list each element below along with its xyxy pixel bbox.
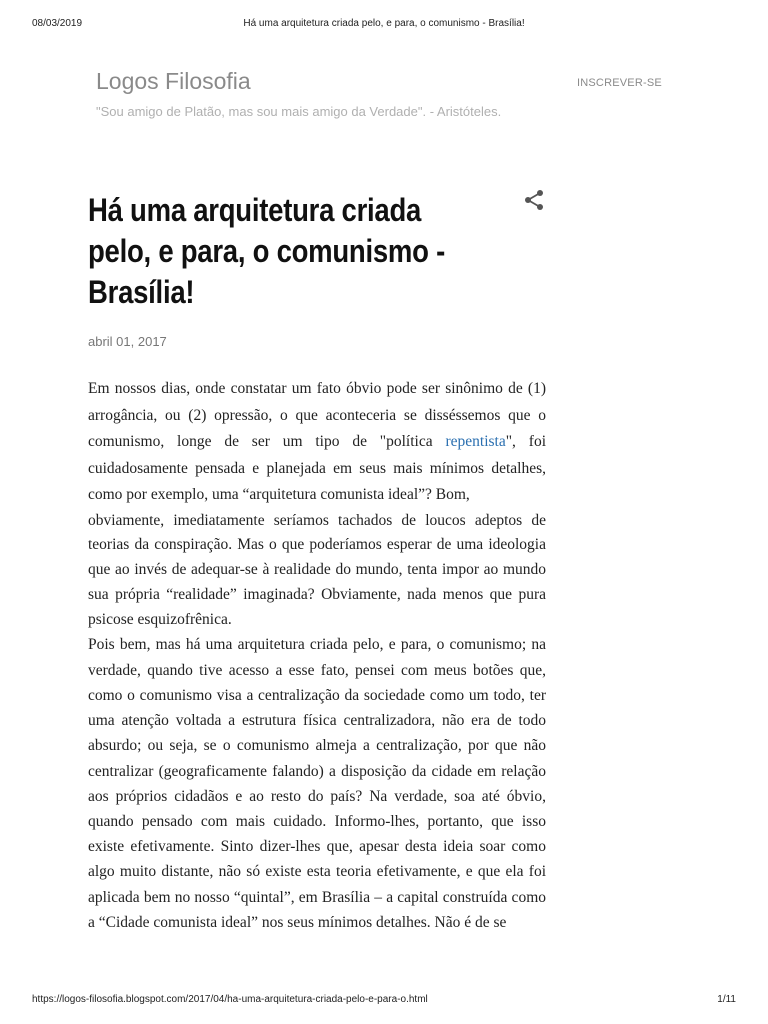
blog-tagline: "Sou amigo de Platão, mas sou mais amigo da Verdade". - Aristóteles. — [96, 104, 502, 119]
print-date: 08/03/2019 — [32, 18, 83, 29]
share-icon — [522, 188, 546, 212]
print-url: https://logos-filosofia.blogspot.com/2017/04/ha-uma-arquitetura-criada-pelo-e-para-o.html — [32, 994, 428, 1005]
subscribe-button[interactable]: INSCREVER-SE — [577, 77, 662, 89]
print-page-number: 1/11 — [717, 994, 736, 1005]
blog-title[interactable]: Logos Filosofia — [96, 68, 251, 94]
share-button[interactable] — [522, 188, 546, 212]
paragraph-1-text-a: Em nossos dias, onde constatar um fato óbvio pode ser sinônimo de (1) arrogância, ou (2) opressão, o que aconteceria se disséssemos que o comunismo, longe de ser um tipo de "política — [88, 380, 546, 450]
paragraph-2: obviamente, imediatamente seríamos tachados de loucos adeptos de teorias da conspiração. Mas o que poderíamos esperar de uma ideologia que ao invés de adequar-se à realidade do mundo, tenta impor ao mundo sua própria “realidade” imaginada? Obviamente, nada menos que pura psicose esquizofrênica. — [88, 511, 546, 628]
print-header — [0, 18, 768, 32]
paragraph-3: Pois bem, mas há uma arquitetura criada pelo, e para, o comunismo; na verdade, quando tive acesso a esse fato, pensei com meus botões que, como o comunismo visa a centralização da sociedade como um todo, ter uma atenção voltada a estrutura física centralizadora, não era de todo absurdo; ou seja, se o comunismo almeja a centralização, por que não centralizar (geograficamente falando) a disposição da cidade em relação aos próprios cidadãos e ao resto do país? Na verdade, soa até óbvio, quando pensado com mais cuidado. Informo-lhes, portanto, que isso existe efetivamente. Sinto dizer-lhes que, apesar desta ideia soar como algo muito distante, não só existe esta teoria efetivamente, e que ela foi aplicada bem no nosso “quintal”, em Brasília – a capital construída como a “Cidade comunista ideal” nos seus mínimos detalhes. Não é de se — [88, 636, 546, 931]
post-body — [88, 376, 546, 935]
post-date[interactable]: abril 01, 2017 — [88, 334, 167, 349]
repentista-link[interactable]: repentista — [445, 433, 506, 450]
post-title: Há uma arquitetura criada pelo, e para, o comunismo - Brasília! — [88, 192, 445, 310]
paragraph-1-text-b: ", foi cuidadosamente pensada e planejada em seus mais mínimos detalhes, como por exemplo, uma “arquitetura comunista ideal”? Bom, — [88, 433, 546, 503]
print-page-title: Há uma arquitetura criada pelo, e para, o comunismo - Brasília! — [243, 18, 525, 29]
paragraph-1 — [88, 376, 546, 509]
print-footer — [0, 994, 768, 1008]
